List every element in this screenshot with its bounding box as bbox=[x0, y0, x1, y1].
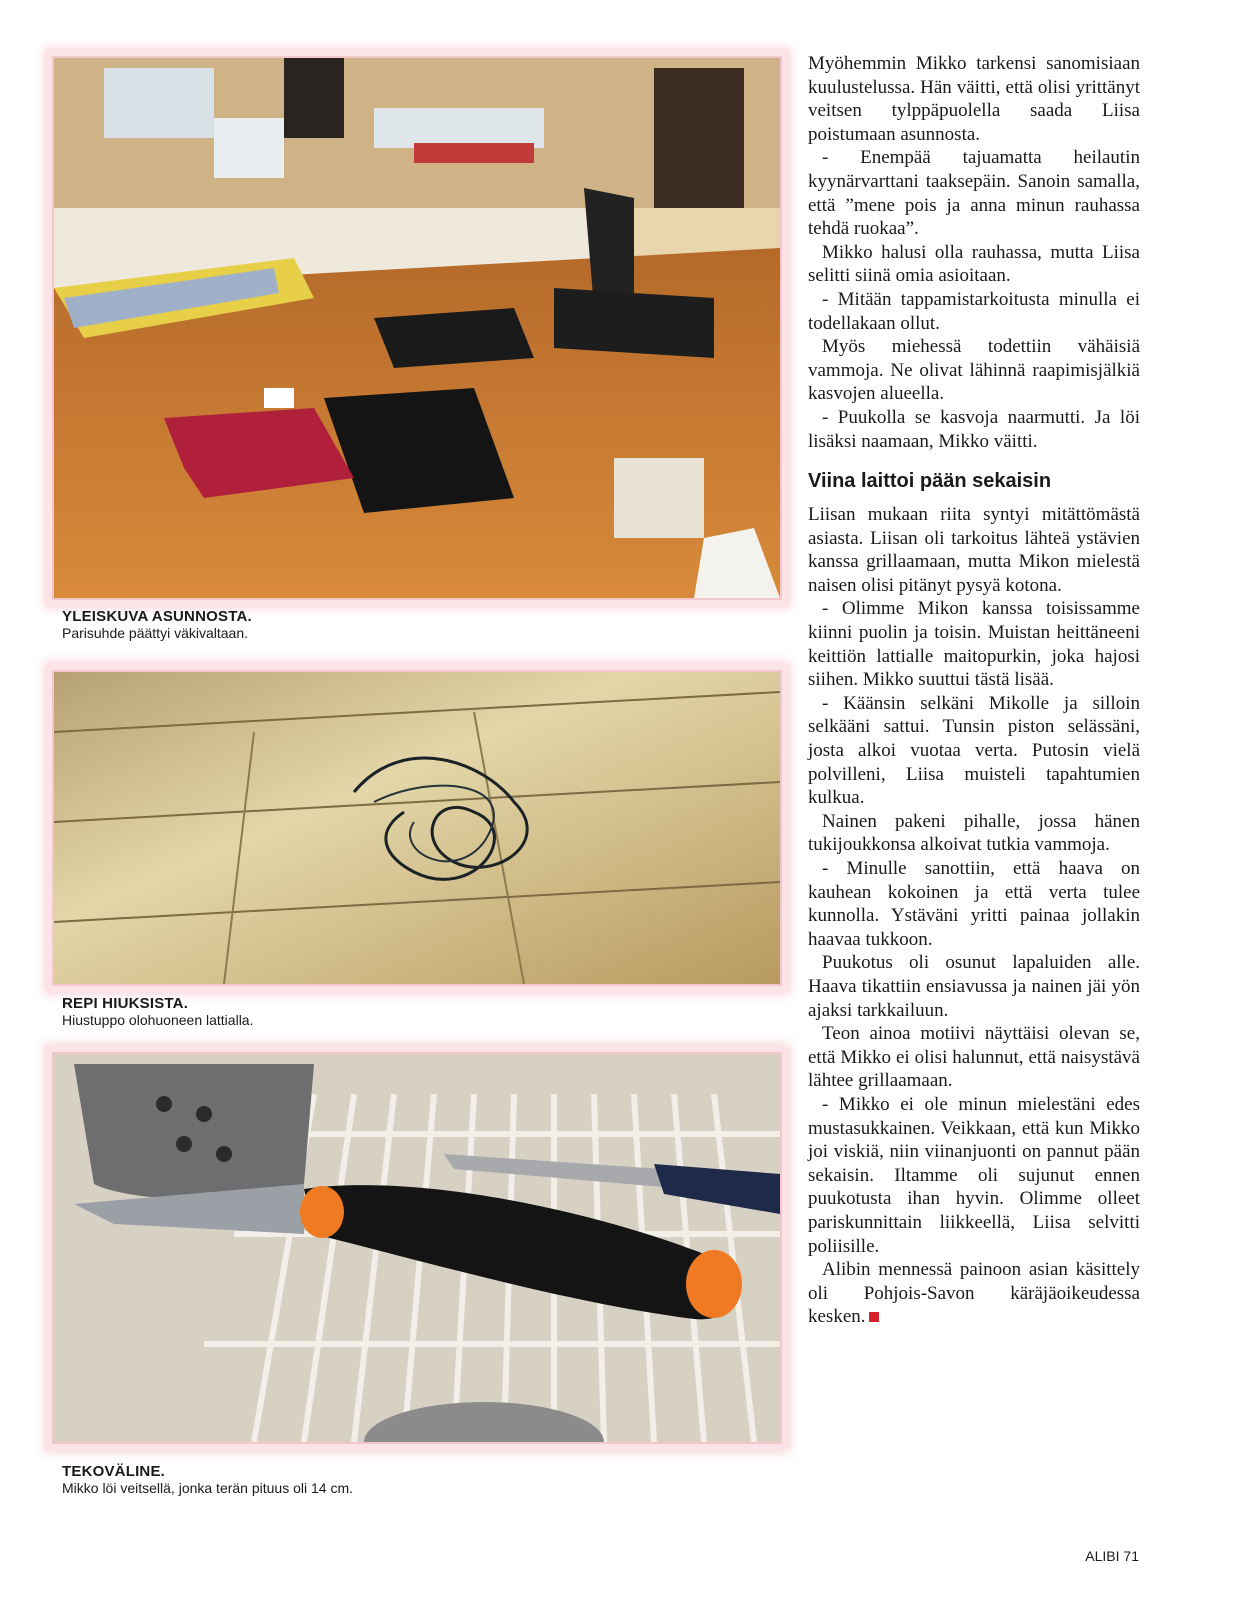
caption-text: Parisuhde päättyi väkivaltaan. bbox=[62, 625, 248, 641]
caption-title: TEKOVÄLINE. bbox=[62, 1463, 166, 1480]
caption-title: YLEISKUVA ASUNNOSTA. bbox=[62, 608, 252, 625]
caption-text: Hiustuppo olohuoneen lattialla. bbox=[62, 1012, 254, 1028]
knife-image bbox=[54, 1054, 780, 1442]
photo-hair-floor bbox=[52, 670, 782, 986]
photo-living-room bbox=[52, 56, 782, 600]
article-paragraph: - Minulle sanottiin, että haava on kauhean kokoinen ja että verta tulee kunnolla. Ystäväni yritti painaa jollakin haavaa tukkoon. bbox=[808, 858, 1140, 950]
article-column bbox=[808, 52, 1140, 1329]
caption-hair bbox=[62, 995, 762, 1029]
article-paragraph-text: Alibin mennessä painoon asian käsittely oli Pohjois-Savon käräjäoikeudessa kesken. bbox=[808, 1259, 1140, 1328]
page-number: ALIBI 71 bbox=[1085, 1548, 1139, 1564]
caption-text: Mikko löi veitsellä, jonka terän pituus oli 14 cm. bbox=[62, 1480, 354, 1496]
article-paragraph: Teon ainoa motiivi näyttäisi olevan se, että Mikko ei olisi halunnut, että naisystävä lähtee grillaamaan. bbox=[808, 1023, 1140, 1092]
article-paragraph: - Mikko ei ole minun mielestäni edes mustasukkainen. Veikkaan, että kun Mikko joi viskiä, niin viinanjuonti on pannut pään sekaisin. Iltamme oli sujunut ennen puukotusta ihan hyvin. Olimme olleet pariskunnittain liikkeellä, Liisa selvitti poliisille. bbox=[808, 1093, 1140, 1257]
article-paragraph: - Olimme Mikon kanssa toisissamme kiinni puolin ja toisin. Muistan heittäneeni keittiön lattialle maitopurkin, joka hajosi siihen. Mikko suuttui tästä lisää. bbox=[808, 598, 1140, 691]
article-paragraph: Puukotus oli osunut lapaluiden alle. Haava tikattiin ensiavussa ja nainen jäi yön ajaksi tarkkailuun. bbox=[808, 952, 1140, 1021]
article-paragraph: - Käänsin selkäni Mikolle ja silloin selkääni sattui. Tunsin piston selässäni, josta alkoi vuotaa verta. Putosin vielä polvilleni, Liisa muisteli tapahtumien kulkua. bbox=[808, 692, 1140, 809]
living-room-image bbox=[54, 58, 780, 598]
hair-floor-image bbox=[54, 672, 780, 984]
article-last-paragraph bbox=[808, 1258, 1140, 1329]
article-paragraph: Mikko halusi olla rauhassa, mutta Liisa selitti siinä omia asioitaan. bbox=[808, 241, 1140, 287]
article-paragraph: - Puukolla se kasvoja naarmutti. Ja löi lisäksi naamaan, Mikko väitti. bbox=[808, 406, 1140, 452]
photo-knife bbox=[52, 1052, 782, 1444]
article-paragraph: Myöhemmin Mikko tarkensi sanomisiaan kuulustelussa. Hän väitti, että olisi yrittänyt veitsen tylppäpuolella saada Liisa poistumaan asunnosta. bbox=[808, 53, 1140, 145]
caption-knife bbox=[62, 1463, 762, 1497]
caption-title: REPI HIUKSISTA. bbox=[62, 995, 189, 1012]
article-paragraph: - Enempää tajuamatta heilautin kyynärvarttani taaksepäin. Sanoin samalla, että ”mene pois ja anna minun rauhassa tehdä ruokaa”. bbox=[808, 147, 1140, 240]
end-mark-icon bbox=[869, 1312, 879, 1322]
caption-living-room bbox=[62, 608, 762, 642]
section-heading: Viina laittoi pään sekaisin bbox=[808, 470, 1052, 493]
article-paragraph: Liisan mukaan riita syntyi mitättömästä asiasta. Liisan oli tarkoitus lähteä ystävien kanssa grillaamaan, mutta Mikon mielestä naisen olisi pitänyt pysyä kotona. bbox=[808, 504, 1140, 596]
article-paragraph: - Mitään tappamistarkoitusta minulla ei todellakaan ollut. bbox=[808, 288, 1140, 334]
article-paragraph: Nainen pakeni pihalle, jossa hänen tukijoukkonsa alkoivat tutkia vammoja. bbox=[808, 810, 1140, 856]
article-paragraph: Myös miehessä todettiin vähäisiä vammoja. Ne olivat lähinnä raapimisjälkiä kasvojen alueella. bbox=[808, 336, 1140, 405]
